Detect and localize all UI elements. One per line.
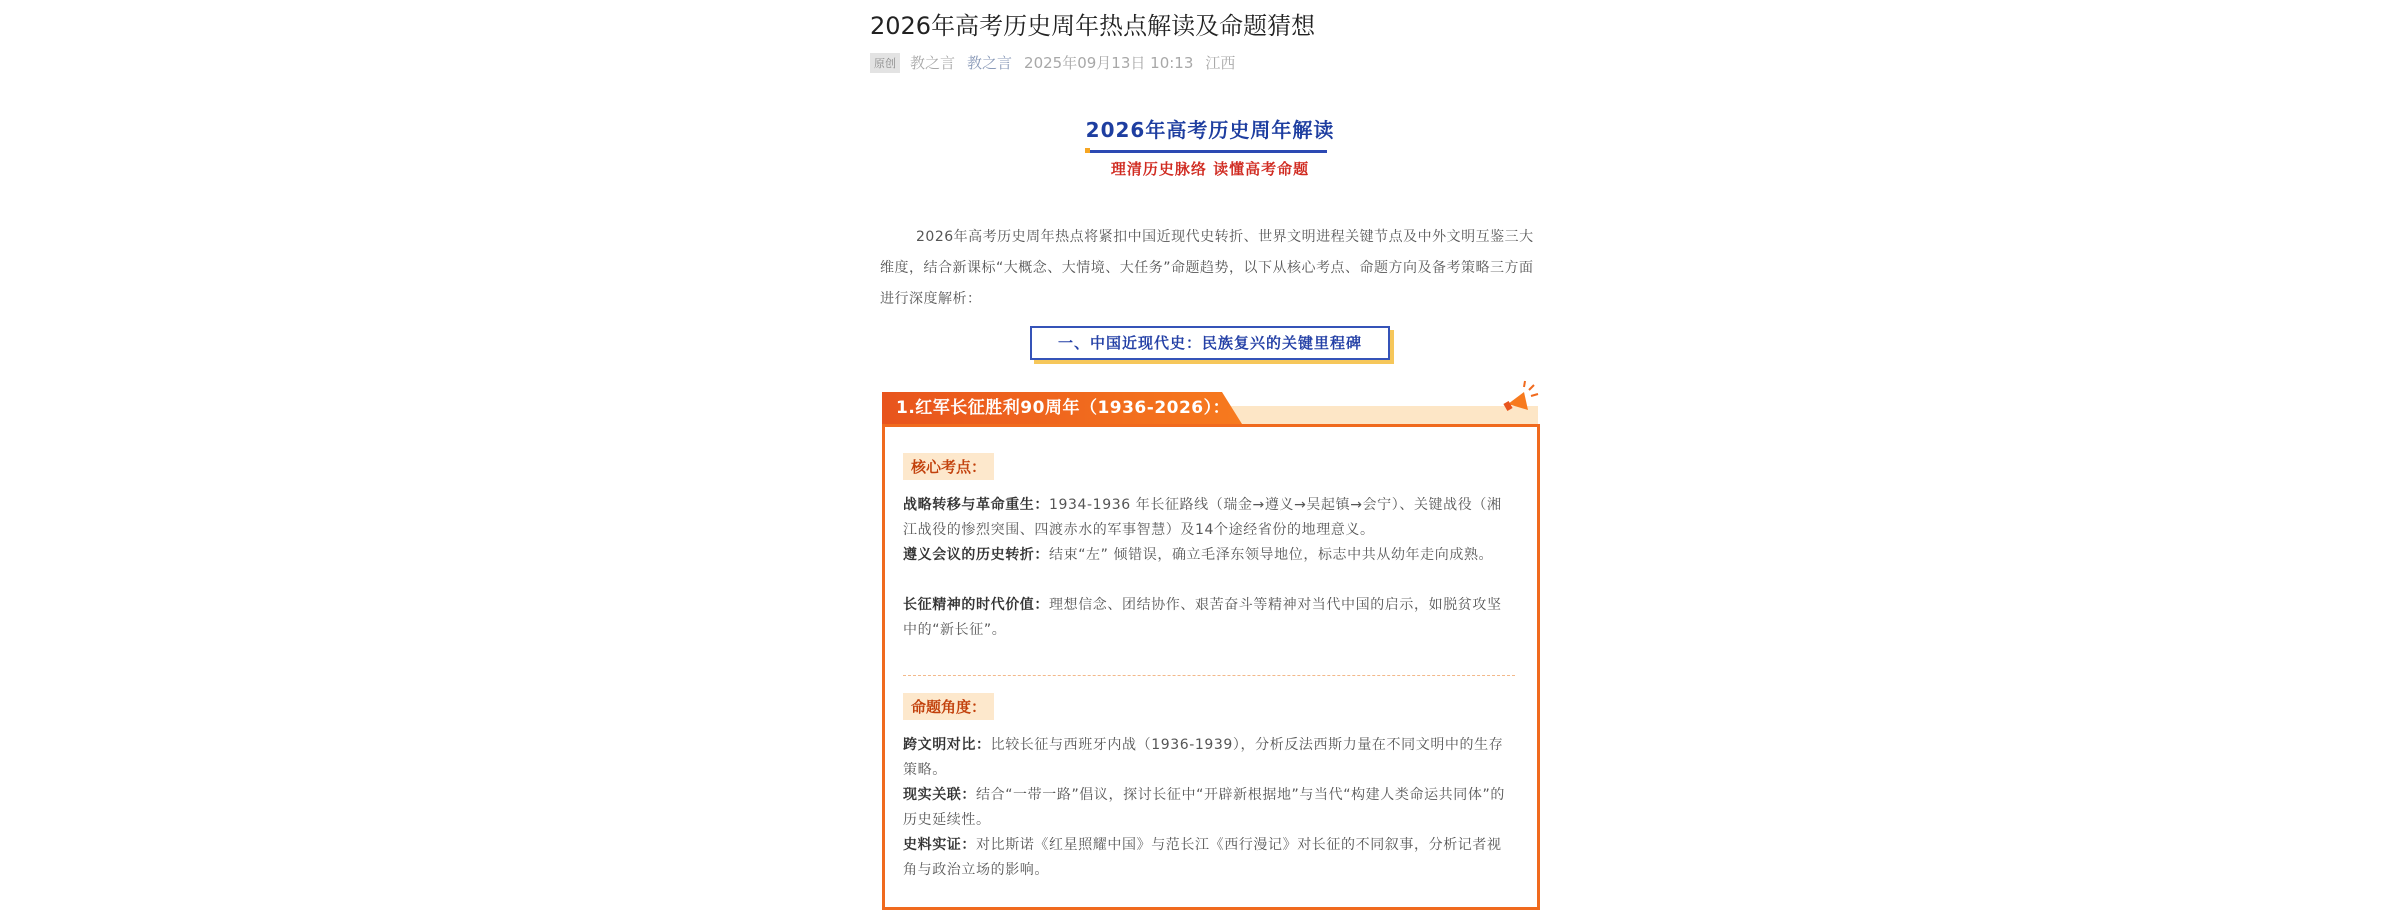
core-point-key: 遵义会议的历史转折： <box>903 547 1049 563</box>
card-body <box>882 424 1540 910</box>
card-header-trail <box>1222 406 1538 424</box>
megaphone-icon <box>1500 380 1540 420</box>
account-link[interactable]: 教之言 <box>967 54 1013 72</box>
banner-subtitle: 理清历史脉络 读懂高考命题 <box>1110 160 1310 178</box>
core-point-item <box>903 493 1515 543</box>
core-point-item <box>903 593 1515 643</box>
banner-divider <box>1087 150 1327 153</box>
section-divider <box>903 675 1515 676</box>
core-point-text: 理想信念、团结协作、艰苦奋斗等精神对当代中国的启示，如脱贫攻坚中的“新长征”。 <box>903 597 1502 638</box>
question-angle-key: 跨文明对比： <box>903 737 991 753</box>
core-point-key: 战略转移与革命重生： <box>903 497 1049 513</box>
question-angle-item <box>903 733 1515 783</box>
original-badge: 原创 <box>870 53 900 73</box>
question-angle-text: 结合“一带一路”倡议，探讨长征中“开辟新根据地”与当代“构建人类命运共同体”的历史延续性。 <box>903 787 1505 828</box>
banner-title: 2026年高考历史周年解读 <box>1085 118 1335 142</box>
card-heading: 1.红军长征胜利90周年（1936-2026）： <box>896 398 1231 418</box>
question-angle-item <box>903 783 1515 833</box>
publish-location: 江西 <box>1205 54 1236 72</box>
article-meta <box>870 52 1235 73</box>
intro-paragraph: 2026年高考历史周年热点将紧扣中国近现代史转折、世界文明进程关键节点及中外文明互鉴三大维度，结合新课标“大概念、大情境、大任务”命题趋势，以下从核心考点、命题方向及备考策略三方面进行深度解析： <box>880 229 1534 307</box>
question-angle-key: 现实关联： <box>903 787 976 803</box>
core-point-text: 结束“左” 倾错误，确立毛泽东领导地位，标志中共从幼年走向成熟。 <box>1049 547 1494 563</box>
section-heading: 一、中国近现代史：民族复兴的关键里程碑 <box>1030 326 1390 360</box>
article-title: 2026年高考历史周年热点解读及命题猜想 <box>870 12 1316 40</box>
card-header <box>882 392 1538 424</box>
question-angle-text: 比较长征与西班牙内战（1936-1939），分析反法西斯力量在不同文明中的生存策略。 <box>903 737 1504 778</box>
question-angle-key: 史料实证： <box>903 837 976 853</box>
question-angle-label: 命题角度： <box>903 693 994 720</box>
core-points-label: 核心考点： <box>903 453 994 480</box>
core-point-key: 长征精神的时代价值： <box>903 597 1049 613</box>
question-angle-text: 对比斯诺《红星照耀中国》与范长江《西行漫记》对长征的不同叙事，分析记者视角与政治立场的影响。 <box>903 837 1502 878</box>
publish-datetime: 2025年09月13日 10:13 <box>1024 54 1194 72</box>
core-point-text: 1934-1936 年长征路线（瑞金→遵义→吴起镇→会宁）、关键战役（湘江战役的惨烈突围、四渡赤水的军事智慧）及14个途经省份的地理意义。 <box>903 497 1502 538</box>
core-point-item <box>903 543 1515 568</box>
author-name: 教之言 <box>910 54 956 72</box>
question-angle-item <box>903 833 1515 883</box>
